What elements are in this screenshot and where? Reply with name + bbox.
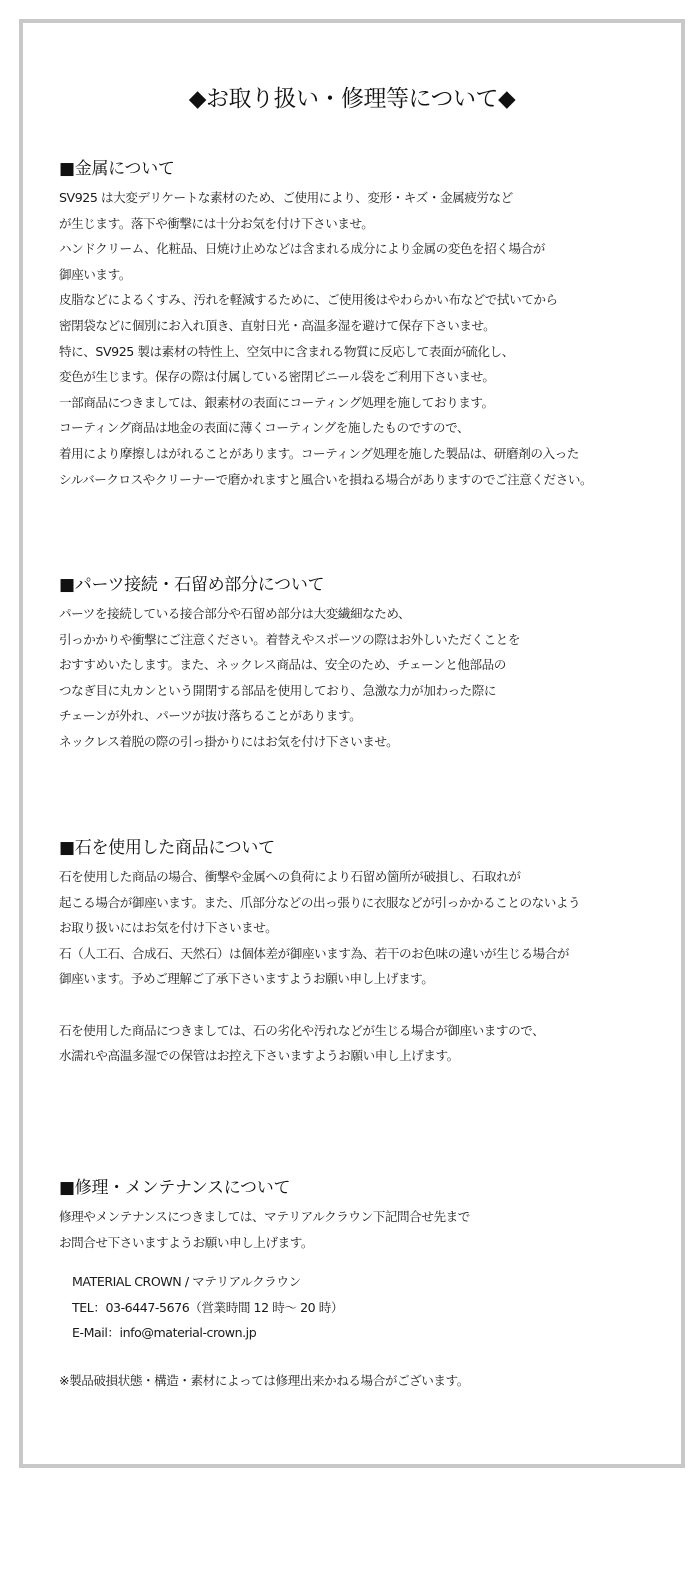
section-metal (59, 157, 675, 492)
text-line: 御座います。 (59, 266, 131, 282)
text-line: 着用により摩擦しはがれることがあります。コーティング処理を施した製品は、研磨剤の入った (59, 445, 579, 461)
text-line: ネックレス着脱の際の引っ掛かりにはお気を付け下さいませ。 (59, 733, 399, 749)
email-address[interactable]: E-Mail：info@material-crown.jp (72, 1325, 257, 1341)
text-line: 起こる場合が御座います。また、爪部分などの出っ張りに衣服などが引っかかることのないよう (59, 894, 581, 910)
section-heading: ■金属について (59, 159, 175, 179)
section-body (59, 601, 675, 755)
text-line: 修理やメンテナンスにつきましては、マテリアルクラウン下記問合せ先まで (59, 1209, 470, 1224)
section-heading: ■修理・メンテナンスについて (59, 1178, 291, 1198)
text-line: 石を使用した商品の場合、衝撃や金属への負荷により石留め箇所が破損し、石取れが (59, 869, 521, 884)
text-line: SV925 は大変デリケートな素材のため、ご使用により、変形・キズ・金属疲労など (59, 190, 513, 205)
phone-number[interactable]: TEL：03-6447-5676（営業時間 12 時～ 20 時） (72, 1299, 344, 1315)
section-parts-connection (59, 573, 675, 755)
note-text: ※製品破損状態・構造・素材によっては修理出来かねる場合がございます。 (59, 1372, 469, 1388)
text-line: 御座います。予めご理解ご了承下さいますようお願い申し上げます。 (59, 971, 434, 987)
text-line: コーティング商品は地金の表面に薄くコーティングを施したものですので、 (59, 420, 470, 436)
section-heading: ■石を使用した商品について (59, 838, 275, 858)
text-line: 石（人工石、合成石、天然石）は個体差が御座います為、若干のお色味の違いが生じる場合が (59, 945, 570, 961)
text-line: お取り扱いにはお気を付け下さいませ。 (59, 920, 278, 936)
text-line: おすすめいたします。また、ネックレス商品は、安全のため、チェーンと他部品の (59, 657, 506, 673)
text-line: 密閉袋などに個別にお入れ頂き、直射日光・高温多湿を避けて保存下さいませ。 (59, 317, 496, 333)
section-stone-products (59, 836, 675, 1069)
section-body (59, 1204, 675, 1255)
text-line: が生じます。落下や衝撃には十分お気を付け下さいませ。 (59, 215, 374, 231)
content-frame (19, 19, 685, 1468)
text-line: 水濡れや高温多湿での保管はお控え下さいますようお願い申し上げます。 (59, 1048, 459, 1064)
text-line: チェーンが外れ、パーツが抜け落ちることがあります。 (59, 708, 362, 724)
section-body (59, 864, 675, 1069)
section-repair-maintenance (59, 1176, 675, 1394)
blank-line (59, 992, 675, 1018)
section-body (59, 185, 675, 492)
text-line: つなぎ目に丸カンという開閉する部品を使用しており、急激な力が加わった際に (59, 682, 497, 698)
text-line: パーツを接続している接合部分や石留め部分は大変繊細なため、 (59, 606, 411, 621)
text-line: 引っかかりや衝撃にご注意ください。着替えやスポーツの際はお外しいただくことを (59, 631, 520, 647)
text-line: ハンドクリーム、化粧品、日焼け止めなどは含まれる成分により金属の変色を招く場合が (59, 241, 545, 257)
text-line: 一部商品につきましては、銀素材の表面にコーティング処理を施しております。 (59, 394, 494, 410)
page-title: ◆お取り扱い・修理等について◆ (188, 86, 516, 112)
section-heading: ■パーツ接続・石留め部分について (59, 575, 325, 595)
text-line: 特に、SV925 製は素材の特性上、空気中に含まれる物質に反応して表面が硫化し、 (59, 343, 514, 359)
repair-note (59, 1368, 675, 1394)
text-line: シルバークロスやクリーナーで磨かれますと風合いを損ねる場合がありますのでご注意ください。 (59, 471, 593, 487)
contact-block (59, 1269, 675, 1346)
text-line: お問合せ下さいますようお願い申し上げます。 (59, 1234, 314, 1250)
text-line: 皮脂などによるくすみ、汚れを軽減するために、ご使用後はやわらかい布などで拭いてから (59, 292, 558, 308)
text-line: 変色が生じます。保存の際は付属している密閉ビニール袋をご利用下さいませ。 (59, 369, 495, 385)
text-line: 石を使用した商品につきましては、石の劣化や汚れなどが生じる場合が御座いますので、 (59, 1022, 545, 1038)
company-name: MATERIAL CROWN / マテリアルクラウン (72, 1274, 301, 1290)
